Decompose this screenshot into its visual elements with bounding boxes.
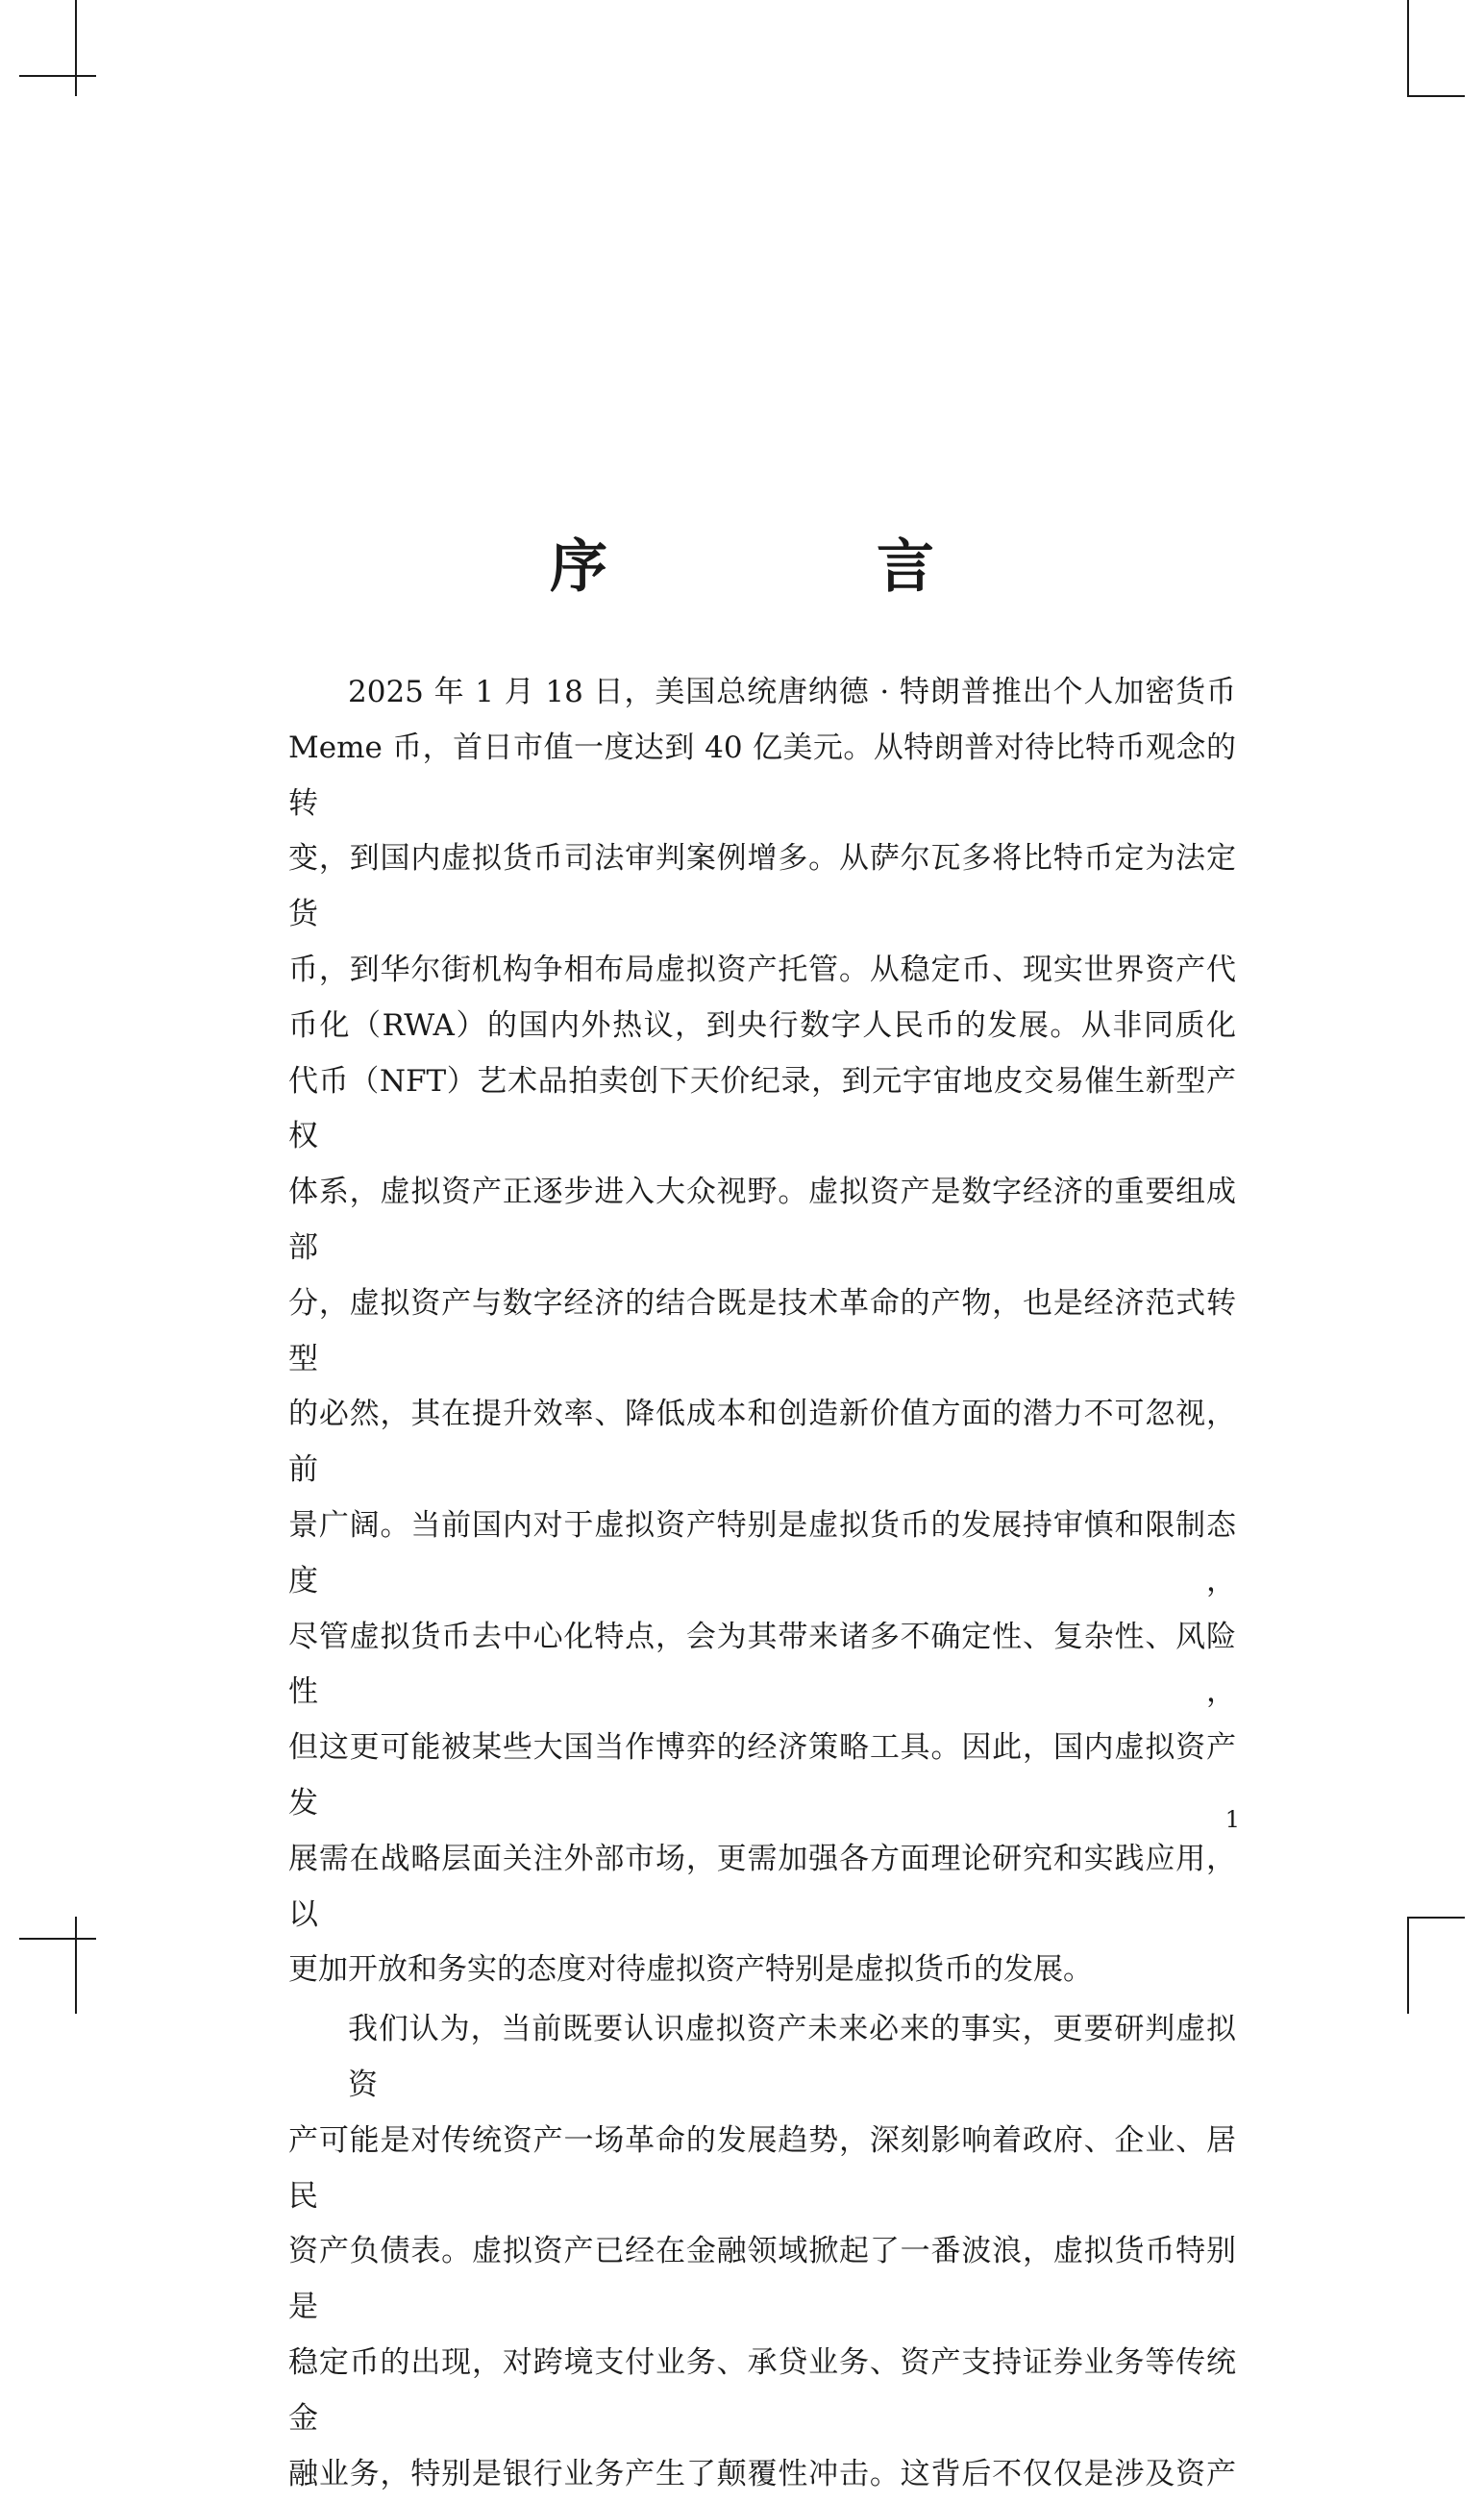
text-line: 尽管虚拟货币去中心化特点，会为其带来诸多不确定性、复杂性、风险性， [288,1610,1236,1722]
crop-mark-top-left-vertical [75,0,77,96]
crop-mark-top-left-horizontal [19,75,96,77]
text-line: 展需在战略层面关注外部市场，更需加强各方面理论研究和实践应用，以 [288,1832,1236,1944]
text-line: 变，到国内虚拟货币司法审判案例增多。从萨尔瓦多将比特币定为法定货 [288,831,1236,943]
text-line: 更加开放和务实的态度对待虚拟资产特别是虚拟货币的发展。 [288,1943,1236,1998]
text-line: 景广阔。当前国内对于虚拟资产特别是虚拟货币的发展持审慎和限制态度， [288,1499,1236,1610]
text-line: 分，虚拟资产与数字经济的结合既是技术革命的产物，也是经济范式转型 [288,1276,1236,1388]
text-line: 体系，虚拟资产正逐步进入大众视野。虚拟资产是数字经济的重要组成部 [288,1165,1236,1276]
page-number: 1 [1211,1805,1240,1834]
crop-mark-bottom-left-horizontal [19,1938,96,1940]
text-line: 币化（RWA）的国内外热议，到央行数字人民币的发展。从非同质化 [288,999,1236,1054]
text-line: 2025 年 1 月 18 日，美国总统唐纳德 · 特朗普推出个人加密货币 [288,665,1236,721]
text-line: 代币（NFT）艺术品拍卖创下天价纪录，到元宇宙地皮交易催生新型产权 [288,1054,1236,1166]
text-line: Meme 币，首日市值一度达到 40 亿美元。从特朗普对待比特币观念的转 [288,721,1236,832]
paragraph-1 [288,665,1236,1998]
crop-mark-bottom-left-vertical [75,1917,77,2014]
text-line: 币，到华尔街机构争相布局虚拟资产托管。从稳定币、现实世界资产代 [288,943,1236,999]
text-line: 稳定币的出现，对跨境支付业务、承贷业务、资产支持证券业务等传统金 [288,2336,1236,2447]
crop-mark-bottom-right-horizontal [1407,1917,1465,1919]
crop-mark-bottom-right-vertical [1407,1917,1409,2014]
text-line: 产可能是对传统资产一场革命的发展趋势，深刻影响着政府、企业、居民 [288,2114,1236,2225]
text-line: 资产负债表。虚拟资产已经在金融领域掀起了一番波浪，虚拟货币特别是 [288,2224,1236,2336]
paragraph-2 [288,2002,1236,2502]
text-line: 的必然，其在提升效率、降低成本和创造新价值方面的潜力不可忽视，前 [288,1387,1236,1499]
crop-mark-top-right-horizontal [1407,95,1465,97]
crop-mark-top-right-vertical [1407,0,1409,96]
text-line: 但这更可能被某些大国当作博弈的经济策略工具。因此，国内虚拟资产发 [288,1721,1236,1832]
text-line: 我们认为，当前既要认识虚拟资产未来必来的事实，更要研判虚拟资 [288,2002,1236,2114]
body-text [288,665,1236,2502]
page-title: 序 言 [0,529,1484,606]
text-line: 融业务，特别是银行业务产生了颠覆性冲击。这背后不仅仅是涉及资产 [288,2447,1236,2502]
